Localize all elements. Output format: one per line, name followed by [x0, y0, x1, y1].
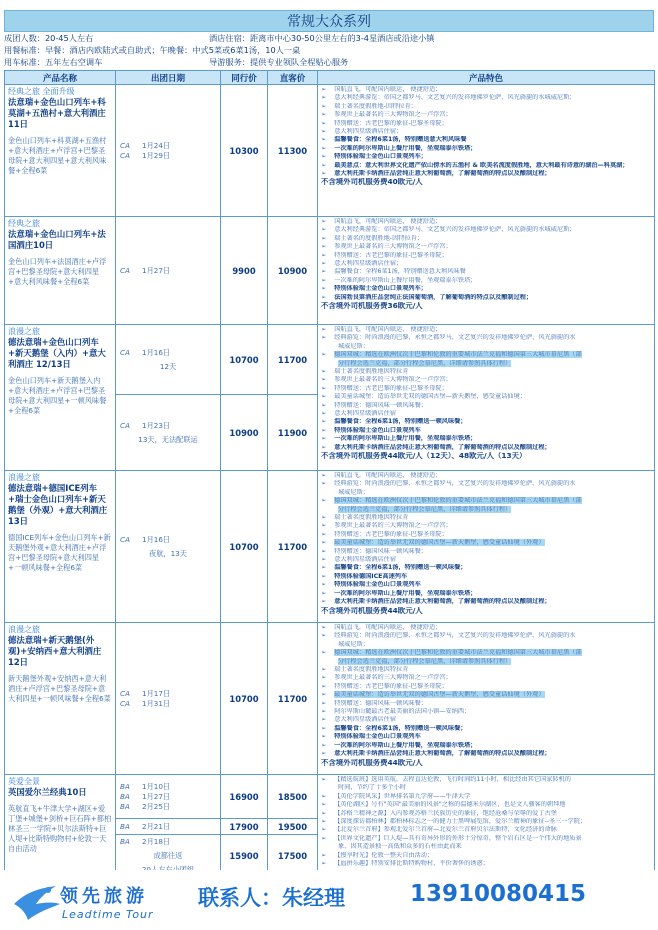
- feature-item: ➢ 特别体验瑞士金色山口景观列车: [321, 733, 651, 741]
- info-line-3: [4, 56, 654, 68]
- departure-date: [120, 699, 216, 709]
- feature-highlight: 德国双城：精选在欧洲仅次于巴黎和伦敦的重要城市法兰克福和德国第三大城市慕尼黑（部: [334, 649, 582, 657]
- feature-item: ➢ 特别体验德国ICE高速列车: [321, 573, 651, 581]
- feature-item: ➢ 瑞士著名度假胜地因特拉肯: [321, 666, 651, 674]
- feature-item: ➢ 特别体验瑞士金色山口景观列车；: [321, 153, 651, 161]
- trade-price: 10700: [221, 623, 268, 775]
- departure-date: [120, 421, 216, 431]
- feature-item: ➢ 经典游览：时尚浪漫的巴黎、永恒之都罗马，文艺复兴的发祥地佛罗伦萨、风光旖旎的水: [321, 632, 651, 640]
- feature-item: ➢ 特别体验瑞士金色山口景观列车；: [321, 285, 651, 293]
- feature-item: ➢ 瑞士著名度假胜地-因特拉肯；: [321, 103, 651, 111]
- feature-item: ➢ 特别赠送：德国风味一顿风味餐；: [321, 700, 651, 708]
- product-name-cell: [5, 325, 116, 471]
- date-note: 夜航，13天: [149, 548, 187, 558]
- product-series: 浪漫之旅: [8, 473, 40, 482]
- feature-item: [321, 539, 651, 547]
- feature-item: ➢ 【慢享时光】伦敦一整天自由活动；: [321, 852, 651, 860]
- product-highlights: 英航直飞+牛津大学+湖区+爱丁堡+城堡+剑桥+巨石阵+都柏林圣三一学院+贝尔法斯特+巨人堤+比斯特购物村+伦敦一天自由活动: [8, 804, 112, 853]
- service-fee-note: 不含境外司机服务费44欧元/人（12天）、48欧元/人（13天）: [321, 452, 527, 461]
- features-cell: [318, 775, 655, 878]
- departure-date: [120, 266, 216, 276]
- feature-item: ➢ 意大利托斯卡纳酒庄品尝纯正意大利葡萄酒，了解葡萄酒的特点以及酿制过程；: [321, 750, 651, 758]
- feature-item: ➢ 意大利四星级酒店住宿；: [321, 260, 651, 268]
- feature-item: ➢ 【英伦学院风采】世界排名第九学府——牛津大学: [321, 793, 651, 801]
- airline-code: BA: [120, 837, 130, 846]
- header-dates: 出团日期: [116, 71, 221, 85]
- feature-item: 城威尼斯；: [338, 640, 369, 648]
- feature-item: ➢ 一次难的阿尔卑斯山上餐厅用餐，坐观瑞泰尔铁塔；: [321, 277, 651, 285]
- contact-label: 联系人：朱经理: [198, 886, 345, 910]
- departure-date: [120, 348, 216, 358]
- airline-code: BA: [120, 781, 130, 791]
- product-title: 法意瑞+金色山口列车+科莫湖+五渔村+意大利酒庄 11日: [8, 97, 106, 129]
- product-highlights: 金色山口列车+科莫湖+五渔村+意大利酒庄+卢浮宫+巴黎圣母院+意大利四星+意大利风味餐+全程6菜: [8, 136, 107, 175]
- trade-price: 15900: [221, 835, 268, 878]
- feature-item: ➢ 国航直飞，可配国内联运， 便捷舒适；: [321, 624, 651, 632]
- departure-date: [120, 822, 216, 832]
- departure-date: [120, 689, 216, 699]
- feature-item: ➢ 温馨餐食：全程6菜1汤，特别赠送意大利风味餐: [321, 136, 651, 144]
- feature-item: ➢ 【英伦湖区】号有"英国"最美丽的风景"之称的温德米尔湖区，也是文人骚客的朝拜地: [321, 801, 651, 809]
- product-series: 经典之旅 全面升级: [8, 87, 75, 96]
- phone-number[interactable]: 13910080415: [410, 881, 587, 907]
- departure-dates-cell: [116, 775, 221, 819]
- product-title: 德法意瑞+德国ICE列车+瑞士金色山口列车+新天鹅堡（外观）+意大利酒庄13日: [8, 483, 108, 526]
- retail-price: 11700: [268, 325, 318, 395]
- feature-highlight: 德国双城：精选在欧洲仅次于巴黎和伦敦的重要城市法兰克福和德国第三大城市慕尼黑（部: [334, 497, 582, 505]
- group-size: 成团人数：20-45人左右: [4, 33, 94, 43]
- feature-item: ➢ 意大利四星级酒店住宿: [321, 410, 651, 418]
- feature-item: ➢ 最美童话城堡：造访举世无双的德国古堡—新天鹅堡，感受童话仙境；: [321, 393, 651, 401]
- departure-dates-cell: [116, 85, 221, 217]
- feature-item: ➢ 参观世上最著名的三大博物馆之一卢浮宫；: [321, 376, 651, 384]
- feature-item: ➢ 特别赠送：古老巴黎的象征-巴黎圣母院；: [321, 531, 651, 539]
- product-title: 英国爱尔兰经典10日: [8, 787, 87, 797]
- feature-item: [321, 506, 651, 514]
- airline-code: CA: [120, 265, 130, 275]
- feature-item: [321, 649, 651, 657]
- feature-item: ➢ 【北爱尔兰首府】参观北爱尔兰首府—北爱尔兰首府贝尔法斯特，文化经济的命脉: [321, 826, 651, 834]
- features-cell: [318, 325, 655, 471]
- departure-dates-cell: [116, 819, 221, 835]
- trade-price: 10300: [221, 85, 268, 217]
- date-text: 1月16日: [142, 347, 171, 357]
- feature-item: ➢ 特别赠送：古老巴黎的象征-巴黎圣母院；: [321, 385, 651, 393]
- date-text: 1月16日: [142, 534, 171, 544]
- feature-item: ➢ 参观世上最著名的三大博物馆之一卢浮宫；: [321, 522, 651, 530]
- table-row: [5, 623, 655, 775]
- hotel-info: 酒店住宿：距离市中心30-50公里左右的3-4星酒店或沿途小镇: [209, 33, 435, 43]
- feature-highlight: 最美童话城堡：造访举世无双的德国古堡—新天鹅堡，感受童话仙境（外观）: [334, 539, 545, 547]
- feature-item: ➢ 温馨餐食：全程6菜1汤，特别赠送一顿风味餐；: [321, 725, 651, 733]
- page-title: 常规大众系列: [4, 10, 654, 32]
- departure-date: [120, 151, 216, 161]
- retail-price: 19500: [268, 819, 318, 835]
- feature-item: ➢ 意大利托斯卡纳酒庄品尝纯正意大利葡萄酒，了解葡萄酒的特点以及酿制过程；: [321, 598, 651, 606]
- departure-dates-cell: [116, 325, 221, 395]
- feature-item: [321, 351, 651, 359]
- airline-code: CA: [120, 140, 130, 150]
- feature-item: [321, 658, 651, 666]
- date-note: 12天: [159, 361, 177, 371]
- table-row: [5, 471, 655, 623]
- retail-price: 11300: [268, 85, 318, 217]
- date-text: 1月24日: [142, 140, 171, 150]
- feature-item: [321, 497, 651, 505]
- product-series: 经典之旅: [8, 219, 40, 228]
- date-text: 1月27日: [142, 265, 171, 275]
- airline-code: BA: [120, 791, 130, 801]
- retail-price: 17500: [268, 835, 318, 878]
- trade-price: 9900: [221, 217, 268, 325]
- product-series: 英爱全景: [8, 777, 40, 786]
- feature-item: ➢ 国航直飞，可配国内联运， 便捷舒适；: [321, 472, 651, 480]
- feature-item: 时间，节约了十多个小时: [338, 784, 407, 792]
- feature-highlight: 最美童话城堡：造访举世无双的德国古堡—新天鹅堡，感受童话仙境（外观）: [334, 691, 545, 699]
- feature-highlight: 分行程会选兰克福，部分行程会慕尼黑，详细请参照具体行程）: [338, 657, 512, 665]
- feature-item: [321, 360, 651, 368]
- airline-code: CA: [120, 347, 130, 357]
- feature-item: ➢ 瑞士著名度假胜地因特拉肯: [321, 514, 651, 522]
- features-cell: [318, 471, 655, 623]
- product-name-cell: [5, 217, 116, 325]
- info-line-1: [4, 32, 654, 44]
- product-name-cell: [5, 471, 116, 623]
- departure-date: [120, 535, 216, 545]
- airline-code: CA: [120, 698, 130, 708]
- feature-item: ➢ 国航直飞，可配国内联运， 便捷舒适；: [321, 86, 651, 94]
- date-text: 1月10日: [142, 781, 171, 791]
- table-row: [5, 325, 655, 395]
- feature-item: ➢ 意大利经典游览：帝国之都罗马、文艺复兴的发祥地佛罗伦萨、风光旖旎的水城威尼斯；: [321, 226, 651, 234]
- feature-item: ➢ 意大利四星级酒店住宿: [321, 556, 651, 564]
- logo-text: 领先旅游: [60, 886, 148, 907]
- date-note: 成都往返: [153, 851, 183, 860]
- feature-item: ➢ 国航直飞，可配国内联运， 便捷舒适；: [321, 326, 651, 334]
- trade-price: 10900: [221, 395, 268, 471]
- product-title: 德法意瑞+新天鹅堡(外观)+安纳西+意大利酒庄12日: [8, 635, 102, 667]
- product-name-cell: [5, 623, 116, 775]
- service-fee-note: 不含境外司机服务费44欧元/人: [321, 758, 423, 767]
- feature-item: ➢ 特别赠送：古老巴黎的象征-巴黎圣母院；: [321, 120, 651, 128]
- feature-item: ➢ 法国勃艮第酒庄品尝纯正法国葡萄酒，了解葡萄酒的特点以及酿制过程；: [321, 294, 651, 302]
- date-text: 2月25日: [142, 801, 171, 811]
- feature-item: ➢ 特别赠送：古老巴黎的象征-巴黎圣母院；: [321, 252, 651, 260]
- header-product: 产品名称: [5, 71, 116, 85]
- feature-item: ➢ 特别赠送：德国风味一顿风味餐；: [321, 402, 651, 410]
- header-features: 产品特色: [318, 71, 655, 85]
- departure-date: [120, 792, 216, 802]
- features-cell: [318, 217, 655, 325]
- departure-dates-cell: [116, 471, 221, 623]
- feature-highlight: 分行程会选兰克福，部分行程会慕尼黑，详细请参照具体行程）: [338, 505, 512, 513]
- feature-item: ➢ 一次难的阿尔卑斯山上餐厅用餐，坐观瑞泰尔铁塔；: [321, 435, 651, 443]
- product-name-cell: [5, 775, 116, 878]
- departure-date: [120, 141, 216, 151]
- product-name-cell: [5, 85, 116, 217]
- airline-code: CA: [120, 420, 130, 430]
- feature-item: ➢ 【血拼乐趣】特别安排比斯特购物村，平价奢侈的诱惑；: [321, 860, 651, 868]
- table-header: [5, 71, 655, 85]
- feature-item: ➢ 最美意点：意大利世界文化遗产依山傍水的五渔村 & 欧美名流度假胜地，意大利最有诗意的湖泊—科莫湖；: [321, 162, 651, 170]
- airline-code: CA: [120, 534, 130, 544]
- feature-item: ➢ 国航直飞，可配国内联运， 便捷舒适；: [321, 218, 651, 226]
- feature-item: [321, 691, 651, 699]
- meal-info: 用餐标准：早餐：酒店内欧陆式或自助式；午晚餐：中式5菜或6菜1汤，10人一桌: [4, 45, 301, 55]
- departure-dates-cell: [116, 623, 221, 775]
- feature-item: ➢ 意大利四星级酒店住宿；: [321, 128, 651, 136]
- feature-item: ➢ 一次难的阿尔卑斯山上餐厅用餐，坐观瑞泰尔铁塔；: [321, 145, 651, 153]
- features-cell: [318, 85, 655, 217]
- departure-date: [120, 837, 216, 847]
- product-series: 浪漫之旅: [8, 625, 40, 634]
- header-trade-price: 同行价: [221, 71, 268, 85]
- date-text: 1月31日: [142, 698, 171, 708]
- guide-info: 导游服务：提供专业领队全程贴心服务: [209, 57, 349, 67]
- feature-item: ➢ 意大利托斯卡纳酒庄品尝纯正意大利葡萄酒，了解葡萄酒的特点以及酿制过程；: [321, 170, 651, 178]
- logo-subtitle: Leadtime Tour: [62, 908, 154, 921]
- airline-code: CA: [120, 150, 130, 160]
- date-text: 2月21日: [142, 821, 171, 831]
- airline-code: BA: [120, 821, 130, 831]
- feature-item: ➢ 温馨餐食：全程6菜1汤，特别赠送意大利风味餐: [321, 268, 651, 276]
- retail-price: 11700: [268, 471, 318, 623]
- product-title: 法意瑞+金色山口列车+法国酒庄10日: [8, 229, 106, 250]
- trade-price: 10700: [221, 325, 268, 395]
- feature-item: ➢ 参观世上最著名的三大博物馆之一卢浮宫；: [321, 111, 651, 119]
- transport-info: 用车标准：五年左右空调车: [4, 57, 103, 67]
- feature-item: 城威尼斯；: [338, 342, 369, 350]
- feature-item: ➢ 特别体验瑞士金色山口景观列车: [321, 427, 651, 435]
- feature-item: 象，因其造景独一高低和众多的石柱由此而来: [338, 843, 462, 851]
- feature-item: ➢ 温馨餐食：全程6菜1汤，特别赠送一顿风味餐；: [321, 564, 651, 572]
- product-highlights: 金色山口列车+新天鹅堡入内+意大利酒庄+卢浮宫+巴黎圣母院+意大利四星+一顿风味餐+全程6菜: [8, 376, 107, 415]
- service-fee-note: 不含境外司机服务费40欧元/人: [321, 178, 423, 187]
- feature-item: ➢ 【深度探访都柏林】都柏林标志之一的健力士黑啤展览馆，爱尔兰精神的象征--圣三一学院；: [321, 818, 651, 826]
- feature-item: ➢ 【苏格兰精神之源】入内参观苏格兰民族历史的象征，饱经沧桑与荣辱的爱丁古堡: [321, 810, 651, 818]
- retail-price: 18500: [268, 775, 318, 819]
- feature-item: ➢ 特别赠送：古老巴黎的象征-巴黎圣母院；: [321, 683, 651, 691]
- product-title: 德法意瑞+金色山口列车+新天鹅堡（入内）+意大利酒庄 12/13日: [8, 337, 106, 369]
- departure-date: [120, 802, 216, 812]
- trade-price: 16900: [221, 775, 268, 819]
- table-row: [5, 775, 655, 819]
- feature-item: ➢ 温馨餐食：全程6菜1汤，特别赠送一顿风味餐；: [321, 418, 651, 426]
- product-table: [4, 70, 655, 878]
- retail-price: 11700: [268, 623, 318, 775]
- airline-code: CA: [120, 688, 130, 698]
- airline-code: BA: [120, 801, 130, 811]
- product-highlights: 德国ICE列车+金色山口列车+新天鹅堡外观+意大利酒庄+卢浮宫+巴黎圣母院+意大利四星+一顿风味餐+全程6菜: [8, 533, 111, 572]
- retail-price: 11900: [268, 395, 318, 471]
- feature-item: 城威尼斯；: [338, 488, 369, 496]
- table-row: [5, 217, 655, 325]
- trade-price: 10700: [221, 471, 268, 623]
- date-text: 2月18日: [142, 837, 171, 846]
- service-fee-note: 不含境外司机服务费44欧元/人: [321, 606, 423, 615]
- feature-highlight: 分行程会选兰克福，部分行程会慕尼黑，详细请参照具体行程）: [338, 359, 512, 367]
- feature-item: ➢ 特别赠送：德国风味一顿风味餐；: [321, 548, 651, 556]
- feature-item: ➢ 意大利四星级酒店住宿: [321, 716, 651, 724]
- feature-highlight: 德国双城：精选在欧洲仅次于巴黎和伦敦的重要城市法兰克福和德国第三大城市慕尼黑（部: [334, 351, 582, 359]
- product-series: 浪漫之旅: [8, 327, 40, 336]
- date-note: 13天，无法配联运: [138, 434, 198, 444]
- date-text: 1月27日: [142, 791, 171, 801]
- service-fee-note: 不含境外司机服务费36欧元/人: [321, 302, 423, 311]
- departure-date: [120, 782, 216, 792]
- date-text: 1月23日: [142, 420, 171, 430]
- trade-price: 17900: [221, 819, 268, 835]
- table-row: [5, 85, 655, 217]
- departure-dates-cell: [116, 395, 221, 471]
- feature-item: ➢ 一次难的阿尔卑斯山上餐厅用餐，坐观瑞泰尔铁塔；: [321, 742, 651, 750]
- feature-item: ➢ 【世界文化遗产】巨人堤—具有奇异外形的外形十分惊奇，整个岩石区是一个伟大的地质景: [321, 835, 651, 843]
- departure-dates-cell: [116, 217, 221, 325]
- features-cell: [318, 623, 655, 775]
- date-text: 1月17日: [142, 688, 171, 698]
- feature-item: ➢ 意大利经典游览：帝国之都罗马、文艺复兴的发祥地佛罗伦萨、风光旖旎的水城威尼斯；: [321, 94, 651, 102]
- date-text: 1月29日: [142, 150, 171, 160]
- feature-item: ➢ 瑞士著名度假胜地因特拉肯: [321, 368, 651, 376]
- feature-item: ➢ 参观世上最著名的三大博物馆之一卢浮宫；: [321, 243, 651, 251]
- feature-item: ➢ 经典游览：时尚浪漫的巴黎、永恒之都罗马，文艺复兴的发祥地佛罗伦萨、风光旖旎的水: [321, 480, 651, 488]
- retail-price: 10900: [268, 217, 318, 325]
- feature-item: ➢ 瑞士著名的度假胜地-因特拉肯；: [321, 235, 651, 243]
- feature-item: ➢ 阿尔卑斯山麓最古老最美丽的法国小镇—安纳西；: [321, 708, 651, 716]
- feature-item: ➢ 特别体验瑞士金色山口景观列车: [321, 581, 651, 589]
- feature-item: ➢ 参观世上最著名的三大博物馆之一卢浮宫；: [321, 674, 651, 682]
- feature-item: ➢ 一次难的阿尔卑斯山上餐厅用餐，坐观瑞泰尔铁塔；: [321, 590, 651, 598]
- feature-item: ➢ 经典游览：时尚浪漫的巴黎、永恒之都罗马，文艺复兴的发祥地佛罗伦萨、风光旖旎的水: [321, 334, 651, 342]
- feature-item: ➢ 【精选航班】选用英航，去程直达伦敦，飞行时间约11小时，相比经由其它国家转机的: [321, 776, 651, 784]
- product-highlights: 金色山口列车+法国酒庄+卢浮宫+巴黎圣母院+意大利四星+意大利风味餐+全程6菜: [8, 257, 107, 286]
- info-line-2: [4, 44, 654, 56]
- product-highlights: 新天鹅堡外观+安纳西+意大利酒庄+卢浮宫+巴黎圣母院+意大利四星+一顿风味餐+全程6菜: [8, 674, 111, 703]
- feature-item: ➢ 意大利托斯卡纳酒庄品尝纯正意大利葡萄酒，了解葡萄酒的特点以及酿制过程；: [321, 444, 651, 452]
- header-retail-price: 直客价: [268, 71, 318, 85]
